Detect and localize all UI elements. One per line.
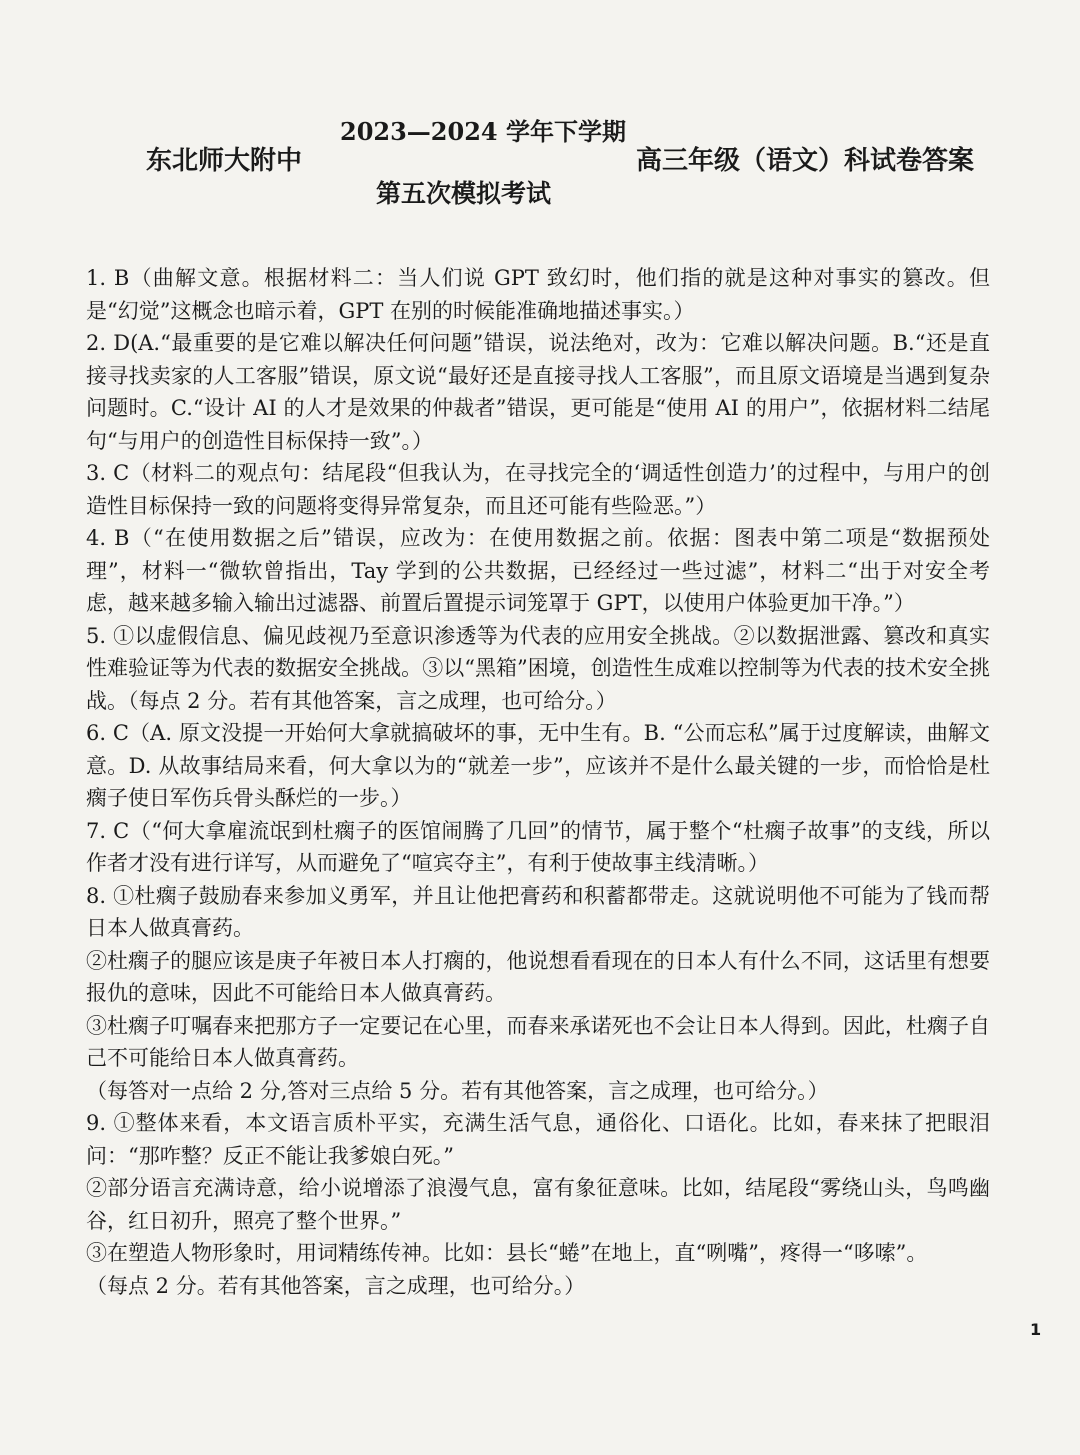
subject-title: 高三年级（语文）科试卷答案 xyxy=(636,146,975,176)
school-name: 东北师大附中 xyxy=(146,146,303,176)
answer-item: ③杜瘸子叮嘱春来把那方子一定要记在心里，而春来承诺死也不会让日本人得到。因此，杜瘸子自己不可能给日本人做真膏药。 xyxy=(86,1013,990,1070)
answer-item: 7. C（“何大拿雇流氓到杜瘸子的医馆闹腾了几回”的情节，属于整个“杜瘸子故事”的支线，所以作者才没有进行详写，从而避免了“喧宾夺主”，有利于使故事主线清晰。） xyxy=(86,818,990,875)
page-number: 1 xyxy=(1030,1320,1042,1339)
answer-item: 1. B（曲解文意。根据材料二：当人们说 GPT 致幻时，他们指的就是这种对事实的篡改。但是“幻觉”这概念也暗示着，GPT 在别的时候能准确地描述事实。） xyxy=(86,266,990,323)
answer-item: 3. C（材料二的观点句：结尾段“但我认为，在寻找完全的‘调适性创造力’的过程中，与用户的创造性目标保持一致的问题将变得异常复杂，而且还可能有些险恶。”） xyxy=(86,461,990,518)
answer-item: ②杜瘸子的腿应该是庚子年被日本人打瘸的，他说想看看现在的日本人有什么不同，这话里有想要报仇的意味，因此不可能给日本人做真膏药。 xyxy=(86,948,990,1005)
answer-item: 2. D(A.“最重要的是它难以解决任何问题”错误，说法绝对，改为：它难以解决问题。B.“还是直接寻找卖家的人工客服”错误，原文说“最好还是直接寻找人工客服”，而且原文语境是当遇到复杂问题时。C.“设计 AI 的人才是效果的仲裁者”错误，更可能是“使用 AI 的用户”，依据材料二结尾句“与用户的创造性目标保持一致”。） xyxy=(86,331,990,453)
answer-item: （每答对一点给 2 分,答对三点给 5 分。若有其他答案，言之成理，也可给分。） xyxy=(86,1078,829,1103)
answer-item: ③在塑造人物形象时，用词精练传神。比如：县长“蜷”在地上，直“咧嘴”，疼得一“哆嗦”。 xyxy=(86,1241,928,1265)
answer-item: 5. ①以虚假信息、偏见歧视乃至意识渗透等为代表的应用安全挑战。②以数据泄露、篡改和真实性难验证等为代表的数据安全挑战。③以“黑箱”困境，创造性生成难以控制等为代表的技术安全挑战。（每点 2 分。若有其他答案，言之成理，也可给分。） xyxy=(86,623,990,713)
answer-item: 6. C（A. 原文没提一开始何大拿就搞破坏的事，无中生有。B. “公而忘私”属于过度解读，曲解文意。D. 从故事结局来看，何大拿以为的“就差一步”，应该并不是什么最关键的一步，而恰恰是杜瘸子使日军伤兵骨头酥烂的一步。） xyxy=(86,721,990,810)
answer-item: 4. B（“在使用数据之后”错误，应改为：在使用数据之前。依据：图表中第二项是“数据预处理”，材料一“微软曾指出，Tay 学到的公共数据，已经经过一些过滤”，材料二“出于对安全考虑，越来越多输入输出过滤器、前置后置提示词笼罩于 GPT，以使用户体验更加干净。”） xyxy=(86,526,990,615)
exam-title: 第五次模拟考试 xyxy=(376,179,552,208)
answer-item: （每点 2 分。若有其他答案，言之成理，也可给分。） xyxy=(86,1273,586,1298)
answer-item: 8. ①杜瘸子鼓励春来参加义勇军，并且让他把膏药和积蓄都带走。这就说明他不可能为了钱而帮日本人做真膏药。 xyxy=(86,883,990,940)
answer-item: ②部分语言充满诗意，给小说增添了浪漫气息，富有象征意味。比如，结尾段“雾绕山头，鸟鸣幽谷，红日初升，照亮了整个世界。” xyxy=(86,1176,990,1233)
answer-item: 9. ①整体来看，本文语言质朴平实，充满生活气息，通俗化、口语化。比如，春来抹了把眼泪问：“那咋整？反正不能让我爹娘白死。” xyxy=(86,1111,990,1168)
school-term: 2023—2024 学年下学期 xyxy=(340,117,626,146)
answer-list xyxy=(86,262,990,1302)
